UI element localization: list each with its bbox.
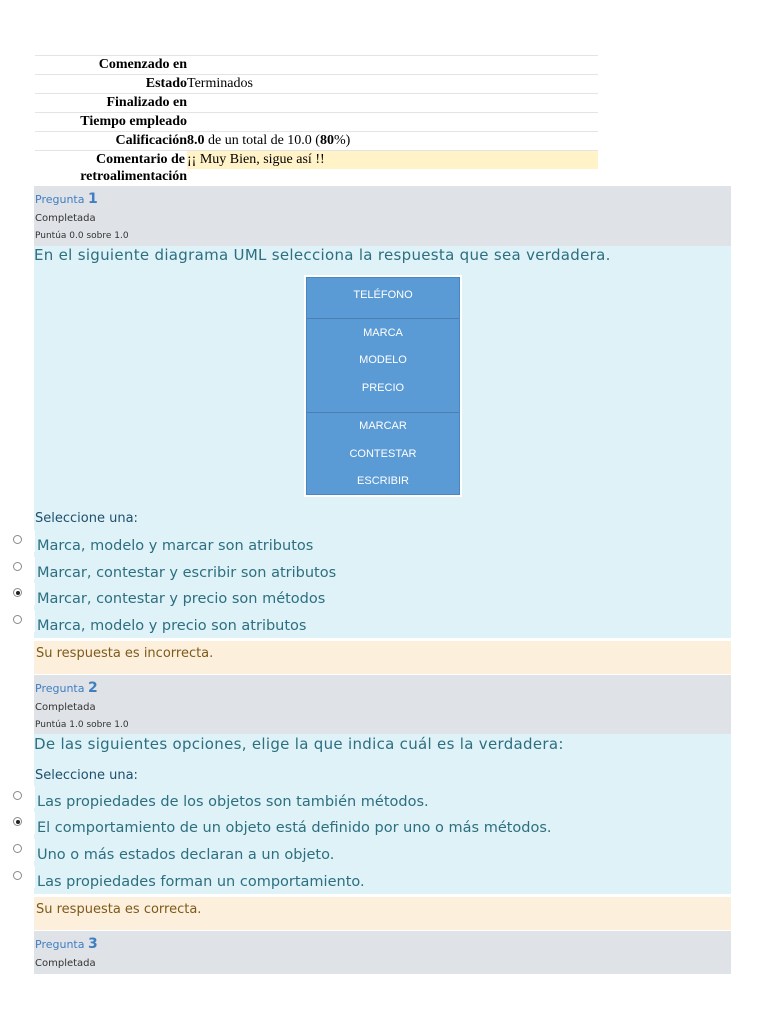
summary-value xyxy=(187,94,598,112)
grade-percent: 80 xyxy=(319,133,334,148)
uml-method: MARCAR xyxy=(359,420,407,432)
question-2-state: Completada xyxy=(35,702,96,713)
summary-row-started xyxy=(35,55,598,74)
summary-value xyxy=(187,113,598,131)
grade-total: de un total de 10.0 ( xyxy=(204,133,320,148)
answer-radio[interactable] xyxy=(13,871,22,880)
answer-option[interactable]: Marcar, contestar y escribir son atributos xyxy=(37,565,337,581)
uml-class-name-section xyxy=(307,278,459,319)
summary-label: Estado xyxy=(145,76,187,91)
answer-option[interactable]: Marca, modelo y precio son atributos xyxy=(37,618,307,634)
feedback-label-line1: Comentario de xyxy=(95,152,185,167)
uml-attributes-section xyxy=(307,319,459,413)
answer-radio[interactable] xyxy=(13,791,22,800)
uml-attribute: PRECIO xyxy=(361,382,405,394)
question-2-content xyxy=(34,734,731,894)
summary-row-feedback xyxy=(35,150,598,188)
feedback-value: ¡¡ Muy Bien, sigue así !! xyxy=(187,151,598,169)
answer-option[interactable]: El comportamiento de un objeto está definido por uno o más métodos. xyxy=(37,820,552,836)
outcome-text: Su respuesta es incorrecta. xyxy=(36,646,214,661)
question-number: 1 xyxy=(87,191,98,207)
summary-label: Calificación xyxy=(115,133,187,148)
grade-score: 8.0 xyxy=(187,133,205,148)
summary-label xyxy=(35,151,187,187)
question-1-state: Completada xyxy=(35,213,96,224)
question-label: Pregunta xyxy=(35,938,85,951)
uml-class-name: TELÉFONO xyxy=(353,289,413,301)
summary-value xyxy=(187,56,598,74)
summary-value xyxy=(187,132,598,150)
uml-attribute: MODELO xyxy=(359,354,407,366)
question-2-number xyxy=(35,680,98,696)
question-1-text: En el siguiente diagrama UML selecciona la respuesta que sea verdadera. xyxy=(34,246,611,264)
answer-option[interactable]: Marca, modelo y marcar son atributos xyxy=(37,538,314,554)
outcome-text: Su respuesta es correcta. xyxy=(36,902,202,917)
question-1-grade: Puntúa 0.0 sobre 1.0 xyxy=(35,231,129,241)
attempt-summary-table xyxy=(35,55,598,188)
uml-method: ESCRIBIR xyxy=(357,475,409,487)
answer-radio-selected[interactable] xyxy=(13,817,22,826)
uml-methods-section xyxy=(307,413,459,495)
question-number: 3 xyxy=(87,936,98,952)
summary-label: Tiempo empleado xyxy=(80,114,187,129)
question-2-grade: Puntúa 1.0 sobre 1.0 xyxy=(35,720,129,730)
question-label: Pregunta xyxy=(35,682,85,695)
answer-radio[interactable] xyxy=(13,562,22,571)
uml-class-diagram xyxy=(304,275,462,497)
summary-value: Terminados xyxy=(187,76,253,91)
question-2-outcome xyxy=(34,897,731,930)
summary-row-time-taken xyxy=(35,112,598,131)
question-3-state: Completada xyxy=(35,958,96,969)
uml-attribute: MARCA xyxy=(363,327,403,339)
summary-label: Comenzado en xyxy=(98,57,187,72)
answer-option[interactable]: Marcar, contestar y precio son métodos xyxy=(37,591,326,607)
answer-option[interactable]: Uno o más estados declaran a un objeto. xyxy=(37,847,335,863)
summary-row-finished xyxy=(35,93,598,112)
question-2-info xyxy=(34,675,731,734)
question-2-prompt: Seleccione una: xyxy=(35,768,138,783)
answer-radio[interactable] xyxy=(13,844,22,853)
question-3-number xyxy=(35,936,98,952)
question-3-info xyxy=(34,931,731,974)
answer-option[interactable]: Las propiedades de los objetos son también métodos. xyxy=(37,794,429,810)
question-1-info xyxy=(34,186,731,246)
grade-percent-close: %) xyxy=(333,133,351,148)
question-number: 2 xyxy=(87,680,98,696)
summary-row-state xyxy=(35,74,598,93)
question-label: Pregunta xyxy=(35,193,85,206)
question-1-number xyxy=(35,191,98,207)
question-1-outcome xyxy=(34,641,731,674)
summary-label: Finalizado en xyxy=(106,95,187,110)
question-1-prompt: Seleccione una: xyxy=(35,511,138,526)
answer-radio[interactable] xyxy=(13,615,22,624)
answer-radio-selected[interactable] xyxy=(13,588,22,597)
uml-method: CONTESTAR xyxy=(349,448,417,460)
answer-radio[interactable] xyxy=(13,535,22,544)
feedback-label-line2: retroalimentación xyxy=(80,169,187,184)
summary-row-grade xyxy=(35,131,598,150)
question-2-text: De las siguientes opciones, elige la que indica cuál es la verdadera: xyxy=(34,735,564,753)
answer-option[interactable]: Las propiedades forman un comportamiento. xyxy=(37,874,365,890)
